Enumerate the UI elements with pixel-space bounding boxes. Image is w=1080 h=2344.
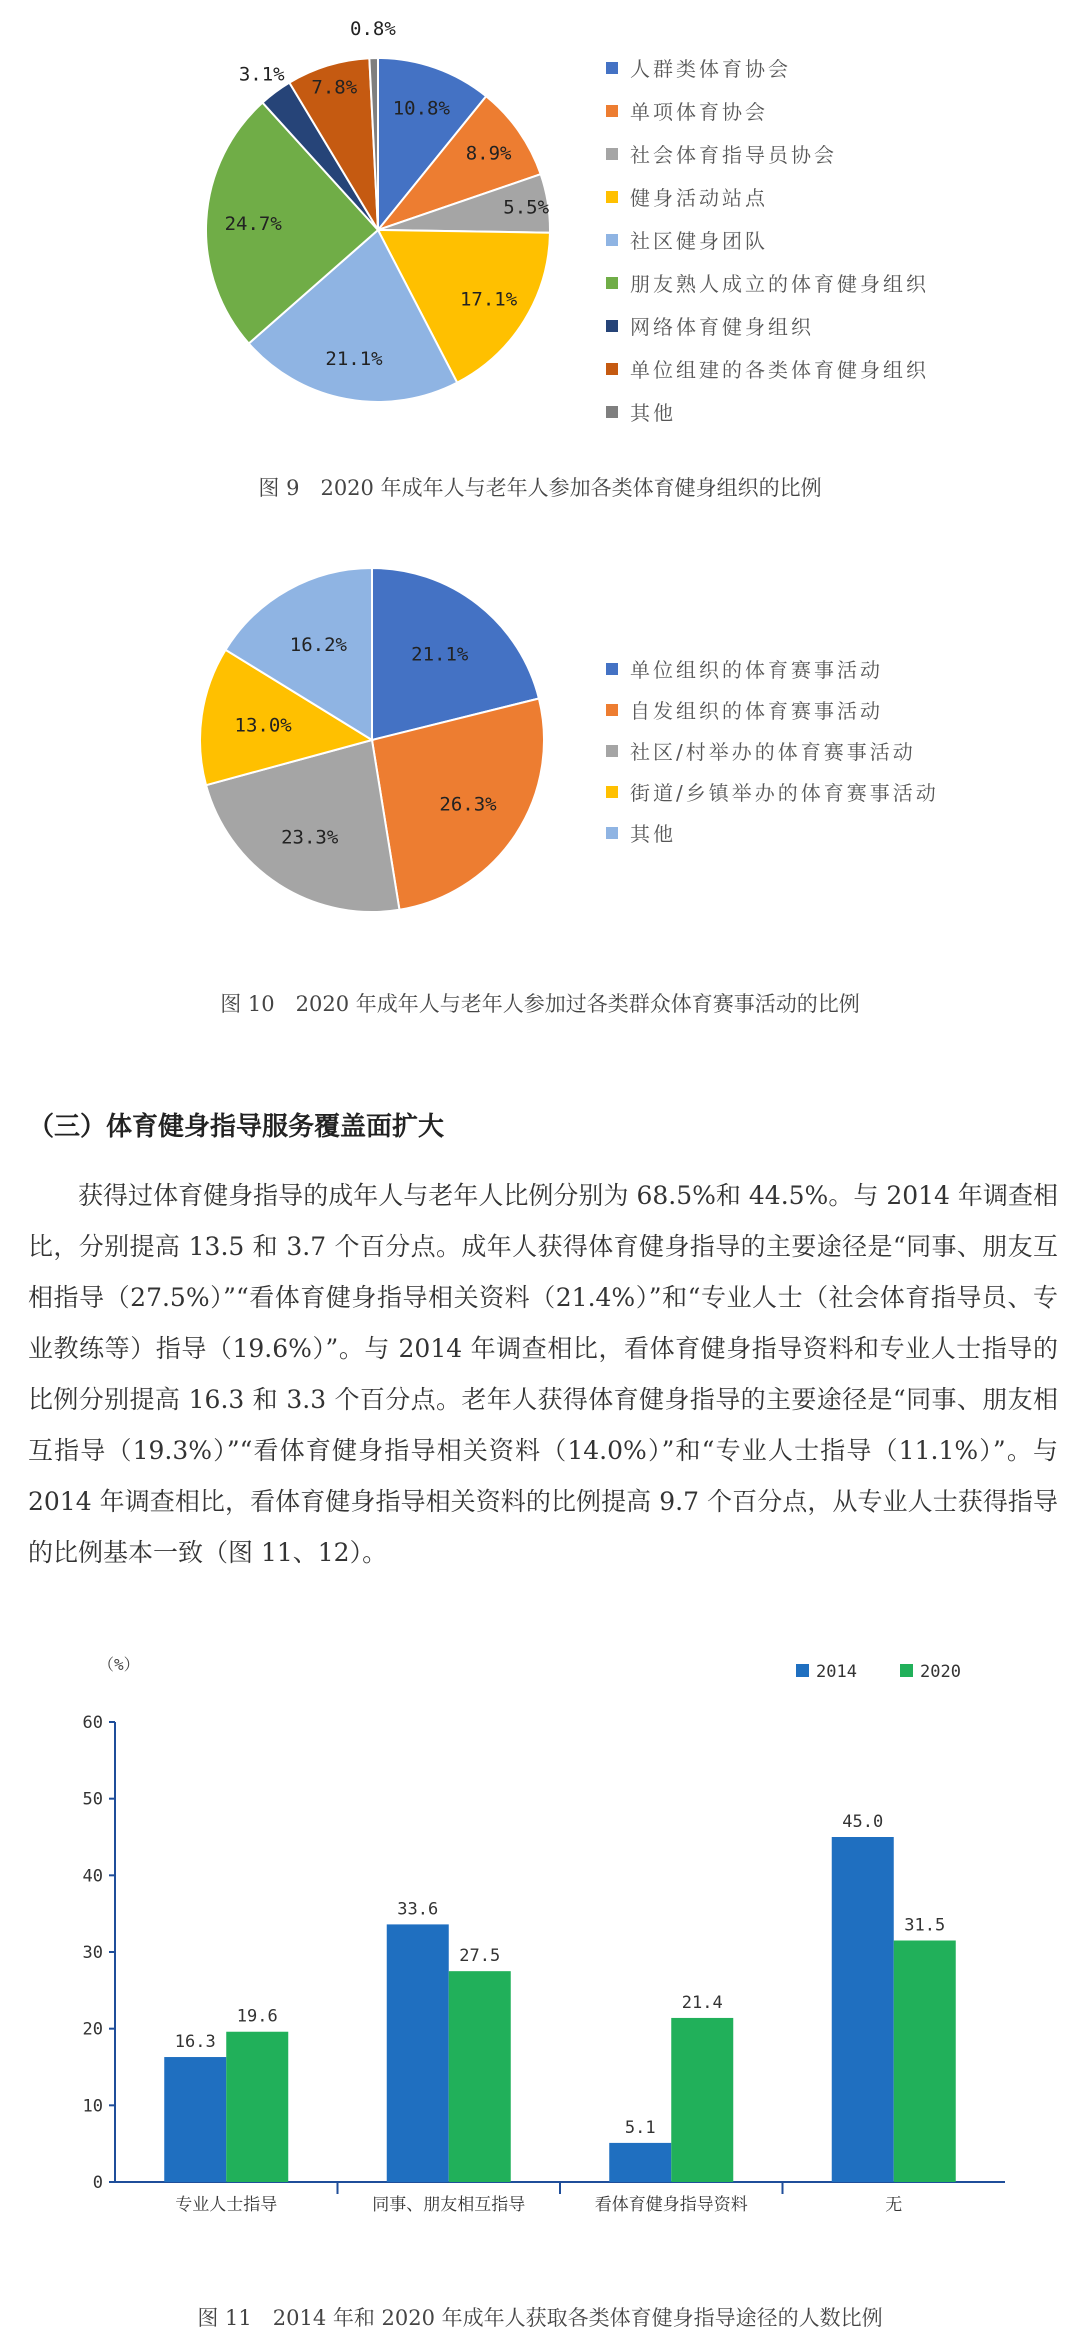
legend-item <box>606 175 929 218</box>
legend-label: 单位组织的体育赛事活动 <box>630 658 883 682</box>
figure-9-caption: 图 9 2020 年成年人与老年人参加各类体育健身组织的比例 <box>258 476 822 500</box>
legend-item <box>606 304 929 347</box>
bar <box>894 1941 956 2183</box>
slice-value-label: 17.1% <box>459 288 518 311</box>
bar <box>449 1971 511 2182</box>
legend-swatch <box>900 1664 913 1677</box>
legend-label: 社区/村举办的体育赛事活动 <box>630 740 916 764</box>
legend-label: 单项体育协会 <box>630 100 768 124</box>
legend-label: 健身活动站点 <box>630 186 768 210</box>
bar-value-label: 19.6 <box>236 2006 278 2027</box>
legend-item <box>606 812 939 853</box>
x-tick-label: 同事、朋友相互指导 <box>372 2195 526 2215</box>
legend-label: 社区健身团队 <box>630 229 768 253</box>
bar-chart-11 <box>0 1640 1080 2220</box>
legend-swatch <box>606 704 618 716</box>
legend-swatch <box>606 148 618 160</box>
y-axis-label: （%） <box>98 1655 140 1674</box>
legend-label: 2014 <box>816 1662 857 1682</box>
slice-value-label: 21.1% <box>325 347 383 370</box>
figure-9 <box>0 0 1080 520</box>
legend-item <box>606 46 929 89</box>
slice-value-label: 26.3% <box>439 793 497 816</box>
legend-swatch <box>606 827 618 839</box>
legend-swatch <box>606 745 618 757</box>
legend-label: 单位组建的各类体育健身组织 <box>630 358 929 382</box>
legend-item <box>606 390 929 433</box>
legend-label: 朋友熟人成立的体育健身组织 <box>630 272 929 296</box>
legend-item <box>606 218 929 261</box>
legend-label: 其他 <box>630 822 676 846</box>
x-tick-label: 看体育健身指导资料 <box>594 2195 748 2215</box>
y-tick-label: 40 <box>82 1866 103 1887</box>
slice-value-label: 21.1% <box>411 643 469 666</box>
y-tick-label: 20 <box>82 2019 103 2040</box>
legend-label: 社会体育指导员协会 <box>630 143 837 167</box>
legend-swatch <box>606 363 618 375</box>
section-paragraph: 获得过体育健身指导的成年人与老年人比例分别为 68.5%和 44.5%。与 2014 年调查相比，分别提高 13.5 和 3.7 个百分点。成年人获得体育健身指导的主要途径是“同事、朋友互相指导（27.5%）”“看体育健身指导相关资料（21.4%）”和“专业人士（社会体育指导员、专业教练等）指导（19.6%）”。与 2014 年调查相比，看体育健身指导资料和专业人士指导的比例分别提高 16.3 和 3.3 个百分点。老年人获得体育健身指导的主要途径是“同事、朋友相互指导（19.3%）”“看体育健身指导相关资料（14.0%）”和“专业人士指导（11.1%）”。与 2014 年调查相比，看体育健身指导相关资料的比例提高 9.7 个百分点，从专业人士获得指导的比例基本一致（图 11、12）。 <box>28 1181 1058 1567</box>
slice-value-label: 23.3% <box>281 826 339 849</box>
legend-swatch <box>606 62 618 74</box>
legend-label: 其他 <box>630 401 676 425</box>
bar <box>609 2143 671 2182</box>
legend-swatch <box>606 663 618 675</box>
legend-item <box>606 648 939 689</box>
legend-swatch <box>796 1664 809 1677</box>
bar-value-label: 31.5 <box>904 1915 946 1936</box>
y-tick-label: 30 <box>82 1943 103 1963</box>
bar-value-label: 5.1 <box>624 2117 656 2138</box>
slice-value-label: 10.8% <box>392 97 450 120</box>
x-tick-label: 无 <box>885 2195 903 2215</box>
legend-label: 人群类体育协会 <box>630 57 791 81</box>
bar-value-label: 21.4 <box>681 1992 723 2013</box>
slice-value-label: 7.8% <box>311 76 358 99</box>
legend-item <box>606 347 929 390</box>
legend-swatch <box>606 320 618 332</box>
legend-label: 2020 <box>920 1662 961 1682</box>
bar <box>387 1924 449 2182</box>
y-tick-label: 60 <box>82 1713 103 1733</box>
slice-value-label: 24.7% <box>224 212 282 235</box>
legend-label: 自发组织的体育赛事活动 <box>630 699 883 723</box>
legend-item <box>606 261 929 304</box>
legend-item <box>606 89 929 132</box>
bar <box>226 2032 288 2182</box>
legend-swatch <box>606 234 618 246</box>
legend-item <box>606 132 929 175</box>
legend-swatch <box>606 786 618 798</box>
y-tick-label: 0 <box>92 2173 103 2193</box>
bar-value-label: 33.6 <box>397 1899 439 1920</box>
slice-value-label: 0.8% <box>350 18 396 41</box>
slice-value-label: 16.2% <box>289 633 347 656</box>
bar-value-label: 27.5 <box>459 1946 501 1967</box>
legend-label: 网络体育健身组织 <box>630 315 814 339</box>
legend-label: 街道/乡镇举办的体育赛事活动 <box>630 781 939 805</box>
legend-item <box>606 771 939 812</box>
figure-10-caption: 图 10 2020 年成年人与老年人参加过各类群众体育赛事活动的比例 <box>220 992 860 1016</box>
slice-value-label: 8.9% <box>465 142 512 165</box>
legend-9 <box>606 46 929 433</box>
legend-swatch <box>606 191 618 203</box>
bar <box>832 1837 894 2182</box>
x-tick-label: 专业人士指导 <box>175 2195 278 2215</box>
legend-swatch <box>606 105 618 117</box>
legend-item <box>606 689 939 730</box>
figure-10 <box>0 540 1080 1040</box>
legend-swatch <box>606 406 618 418</box>
legend-item <box>606 730 939 771</box>
bar <box>164 2057 226 2182</box>
slice-value-label: 5.5% <box>503 196 550 219</box>
legend-10 <box>606 648 939 853</box>
section-heading: （三）体育健身指导服务覆盖面扩大 <box>28 1112 445 1142</box>
bar <box>671 2018 733 2182</box>
bar-value-label: 16.3 <box>174 2032 216 2053</box>
figure-11-caption: 图 11 2014 年和 2020 年成年人获取各类体育健身指导途径的人数比例 <box>197 2306 883 2330</box>
y-tick-label: 10 <box>82 2096 103 2117</box>
slice-value-label: 3.1% <box>238 63 285 86</box>
y-tick-label: 50 <box>82 1789 103 1810</box>
slice-value-label: 13.0% <box>234 714 292 737</box>
bar-value-label: 45.0 <box>842 1812 884 1832</box>
legend-swatch <box>606 277 618 289</box>
